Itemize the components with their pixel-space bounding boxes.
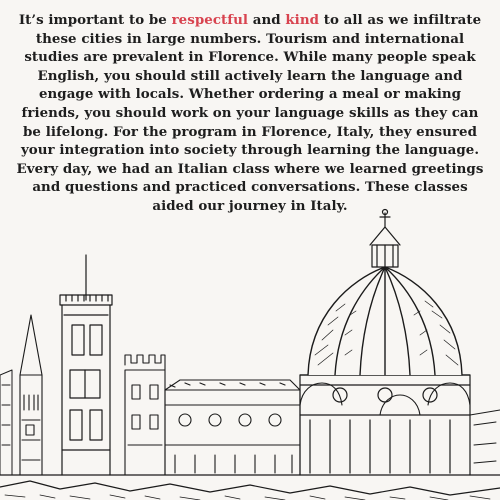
palace <box>125 355 165 475</box>
paragraph-part-3: to all as we infiltrate these cities in large numbers. Tourism and international studies are prevalent in Florence. While many people speak English, you should still actively learn the language and engage with locals. Whether ordering a meal or making friends, you should work on your language skills as they can be lifelong. For the program in Florence, Italy, they ensured your integration into society through learning the language. Every day, we had an Italian class where we learned greetings and questions and practiced conversations. These classes aided our journey in Italy. <box>16 12 484 214</box>
body-text-block <box>14 11 486 216</box>
left-spire <box>20 315 42 475</box>
paragraph-part-1: It’s important to be <box>18 12 172 28</box>
florence-skyline-sketch-icon <box>0 205 500 500</box>
nave <box>165 380 300 475</box>
highlight-respectful: respectful <box>171 12 248 28</box>
dome <box>300 210 470 476</box>
highlight-kind: kind <box>285 12 320 28</box>
body-paragraph <box>14 11 486 216</box>
tower <box>60 255 112 475</box>
paragraph-part-2: and <box>248 12 286 28</box>
